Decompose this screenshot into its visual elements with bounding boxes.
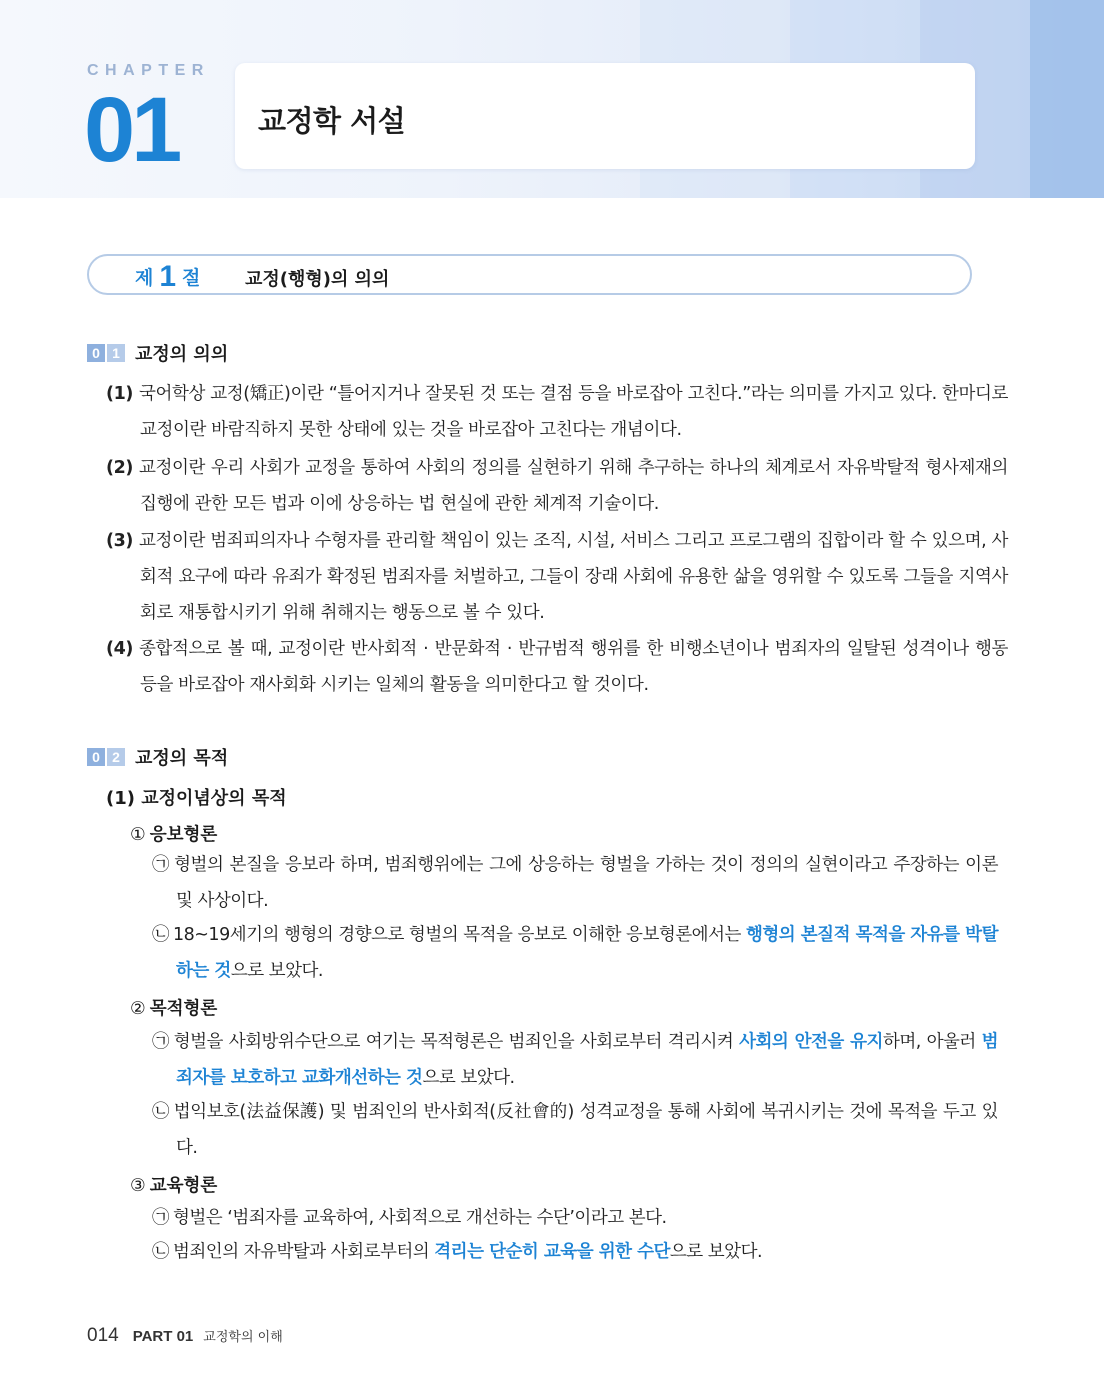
section-heading-bar	[87, 254, 972, 295]
purpose-heading: (1) 교정이념상의 목적	[106, 788, 287, 809]
item-marker: ㉠	[152, 855, 171, 875]
item-text: 으로 보았다.	[230, 961, 323, 981]
subheading-title: 교정의 의의	[135, 344, 229, 365]
item-marker: ㉡	[152, 925, 169, 945]
number-box: 0	[87, 344, 105, 362]
item-text: 으로 보았다.	[422, 1068, 515, 1088]
paragraph-text: 종합적으로 볼 때, 교정이란 반사회적 · 반문화적 · 반규범적 행위를 한 비행소년이나 범죄자의 일탈된 성격이나 행동 등을 바로잡아 재사회화 시키는 일체의 활동을 의미한다고 할 것이다.	[138, 639, 1008, 695]
circled-number: ①	[130, 825, 146, 845]
section-label	[135, 258, 200, 294]
item-marker: ㉡	[152, 1242, 169, 1262]
item-text: 범죄인의 자유박탈과 사회로부터의	[173, 1242, 435, 1262]
section-suffix: 절	[182, 267, 201, 289]
part-label: PART 01	[132, 1328, 194, 1345]
highlight-text: 사회의 안전을 유지	[739, 1032, 883, 1052]
paragraph	[106, 376, 1008, 448]
chapter-title-box	[235, 63, 975, 169]
page-number: 014	[87, 1325, 119, 1346]
theory-title: 응보형론	[149, 825, 218, 845]
item-marker: ㉠	[152, 1032, 170, 1052]
item-text: 형벌은 ‘범죄자를 교육하여, 사회적으로 개선하는 수단’이라고 본다.	[173, 1208, 667, 1228]
item-text: 형벌을 사회방위수단으로 여기는 목적형론은 범죄인을 사회로부터 격리시켜	[173, 1032, 740, 1052]
highlight-text: 격리는 단순히 교육을 위한 수단	[434, 1242, 670, 1262]
theory-title: 목적형론	[149, 999, 218, 1019]
theory-heading	[130, 821, 217, 846]
paragraph-number: (4)	[106, 639, 133, 659]
paragraph-text: 교정이란 범죄피의자나 수형자를 관리할 책임이 있는 조직, 시설, 서비스 그리고 프로그램의 집합이라 할 수 있으며, 사회적 요구에 따라 유죄가 확정된 범죄자를 처벌하고, 그들이 장래 사회에 유용한 삶을 영위할 수 있도록 그들을 지역사회로 재통합시키기 위해 취해지는 행동으로 볼 수 있다.	[138, 531, 1008, 623]
list-item	[152, 917, 998, 989]
item-marker: ㉠	[152, 1208, 169, 1228]
subheading-02	[87, 744, 228, 770]
paragraph	[106, 523, 1008, 631]
list-item	[152, 1024, 998, 1096]
item-text: 하며, 아울러	[882, 1032, 982, 1052]
list-item	[152, 847, 998, 919]
chapter-label: CHAPTER	[87, 62, 210, 79]
highlight-text: 행형의 본질적 목적을 자유를 박탈하는 것	[176, 925, 998, 981]
item-marker: ㉡	[152, 1102, 170, 1122]
paragraph-text: 교정이란 우리 사회가 교정을 통하여 사회의 정의를 실현하기 위해 추구하는 하나의 체계로서 자유박탈적 형사제재의 집행에 관한 모든 법과 이에 상응하는 법 현실에 관한 체계적 기술이다.	[138, 458, 1008, 514]
section-prefix: 제	[135, 267, 154, 289]
paragraph	[106, 631, 1008, 703]
number-box: 2	[107, 748, 125, 766]
section-title: 교정(행형)의 의의	[245, 269, 390, 290]
item-text: 18~19세기의 행형의 경향으로 형벌의 목적을 응보로 이해한 응보형론에서는	[173, 925, 746, 945]
paragraph-text: 국어학상 교정(矯正)이란 “틀어지거나 잘못된 것 또는 결점 등을 바로잡아 고친다.”라는 의미를 가지고 있다. 한마디로 교정이란 바람직하지 못한 상태에 있는 것을 바로잡아 고친다는 개념이다.	[138, 384, 1008, 440]
theory-heading	[130, 1172, 217, 1197]
theory-title: 교육형론	[149, 1176, 218, 1196]
subheading-01	[87, 340, 228, 366]
chapter-title: 교정학 서설	[258, 104, 406, 138]
section-number: 1	[159, 260, 177, 293]
paragraph	[106, 450, 1008, 522]
page-footer	[87, 1325, 283, 1347]
list-item	[152, 1234, 998, 1270]
circled-number: ③	[130, 1176, 146, 1196]
paragraph-number: (2)	[106, 458, 133, 478]
item-text: 법익보호(法益保護) 및 범죄인의 반사회적(反社會的) 성격교정을 통해 사회에 복귀시키는 것에 목적을 두고 있다.	[173, 1102, 999, 1158]
list-item	[152, 1200, 998, 1236]
number-box: 1	[107, 344, 125, 362]
theory-heading	[130, 995, 217, 1020]
list-item	[152, 1094, 998, 1166]
paragraph-number: (3)	[106, 531, 133, 551]
chapter-number: 01	[84, 79, 179, 181]
circled-number: ②	[130, 999, 146, 1019]
chapter-header	[0, 0, 1104, 198]
header-stripe	[1030, 0, 1104, 198]
paragraph-number: (1)	[106, 384, 133, 404]
number-box: 0	[87, 748, 105, 766]
highlight-text: 범죄자를 보호하고 교화개선하는 것	[176, 1032, 998, 1088]
part-name: 교정학의 이해	[203, 1330, 283, 1345]
subheading-title: 교정의 목적	[135, 748, 229, 769]
item-text: 형벌의 본질을 응보라 하며, 범죄행위에는 그에 상응하는 형벌을 가하는 것이 정의의 실현이라고 주장하는 이론 및 사상이다.	[174, 855, 998, 911]
item-text: 으로 보았다.	[669, 1242, 763, 1262]
